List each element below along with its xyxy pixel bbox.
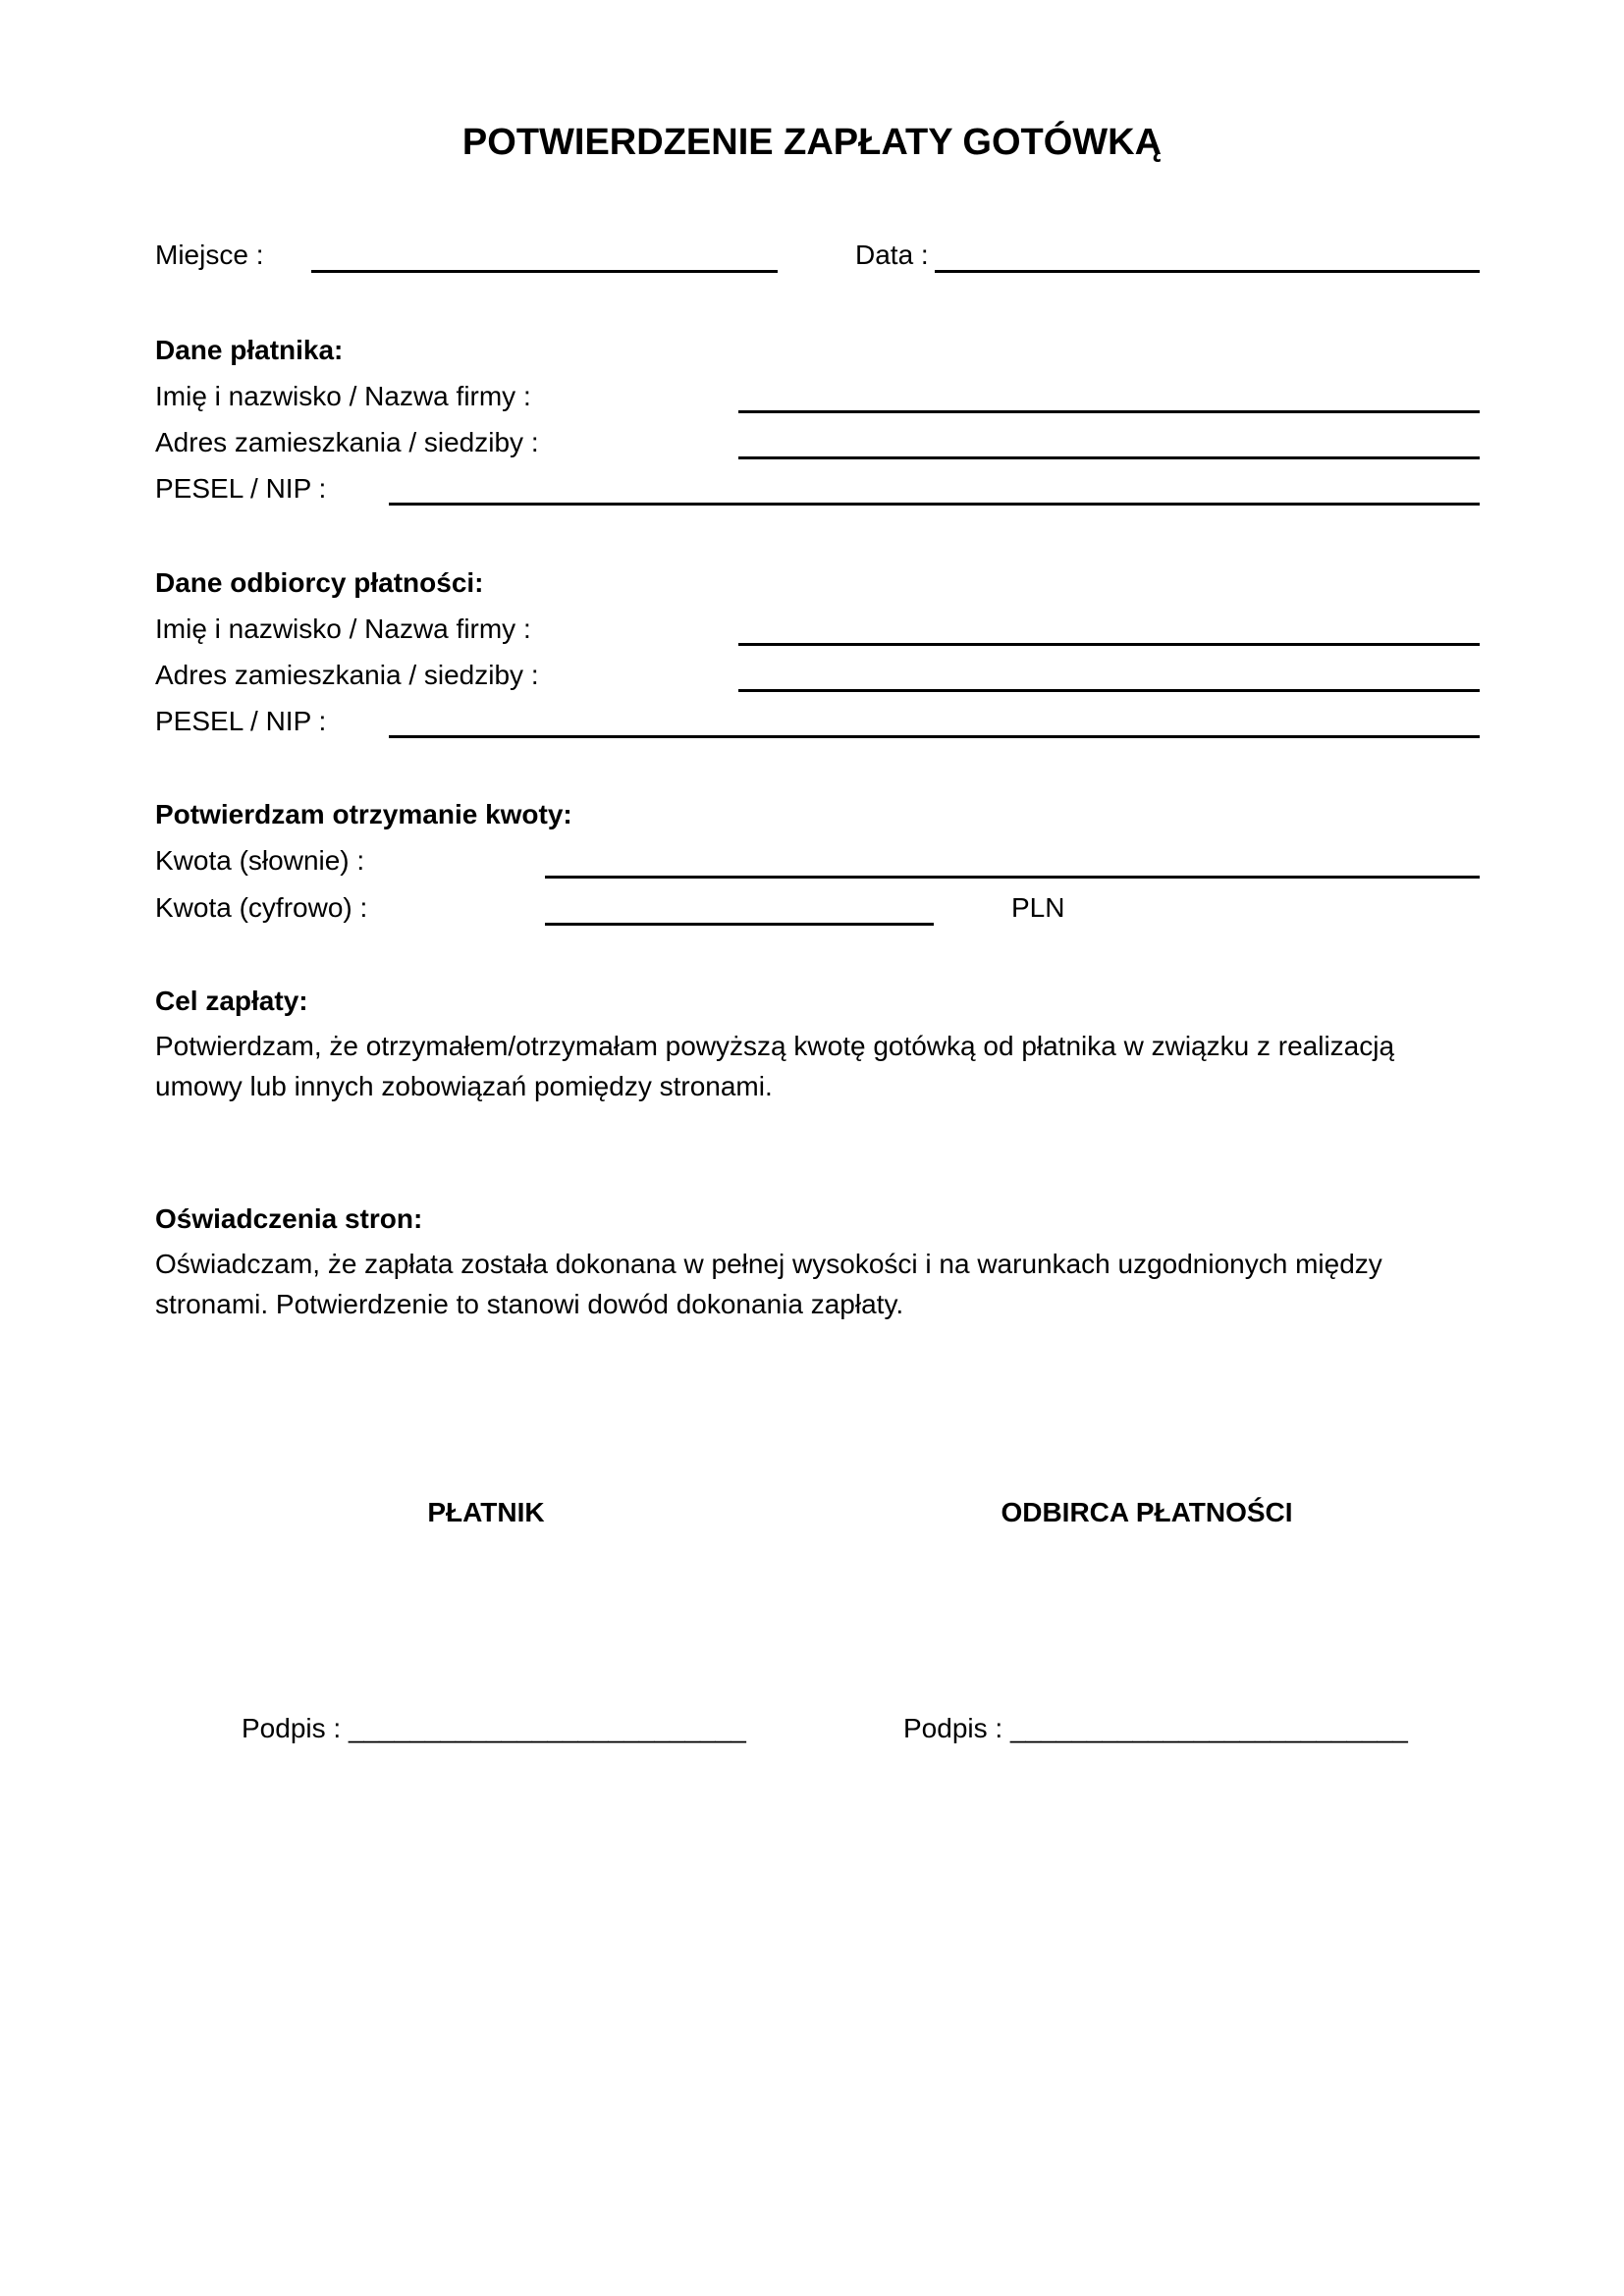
document-title: POTWIERDZENIE ZAPŁATY GOTÓWKĄ xyxy=(461,122,1163,163)
currency-label: PLN xyxy=(1011,892,1065,923)
payer-address-label: Adres zamieszkania / siedziby : xyxy=(155,427,539,457)
payer-name-label: Imię i nazwisko / Nazwa firmy : xyxy=(155,381,531,411)
statements-text: Oświadczam, że zapłata została dokonana w pełnej wysokości i na warunkach uzgodnionych między stronami. Potwierdzenie to stanowi dowód dokonania zapłaty. xyxy=(155,1249,1382,1319)
payer-id-field[interactable] xyxy=(389,503,1480,506)
payer-signature-field[interactable]: Podpis : __________________________ xyxy=(242,1713,746,1743)
payer-name-field[interactable] xyxy=(738,410,1480,413)
recipient-id-field[interactable] xyxy=(389,735,1480,738)
payer-heading: Dane płatnika: xyxy=(155,335,344,365)
recipient-name-label: Imię i nazwisko / Nazwa firmy : xyxy=(155,614,531,644)
recipient-signature-heading: ODBIRCA PŁATNOŚCI xyxy=(1001,1497,1293,1527)
recipient-address-field[interactable] xyxy=(738,689,1480,692)
place-field[interactable] xyxy=(311,270,778,273)
payer-address-field[interactable] xyxy=(738,456,1480,459)
amount-digits-label: Kwota (cyfrowo) : xyxy=(155,892,368,923)
amount-words-field[interactable] xyxy=(545,876,1480,879)
date-field[interactable] xyxy=(935,270,1480,273)
recipient-name-field[interactable] xyxy=(738,643,1480,646)
amount-words-label: Kwota (słownie) : xyxy=(155,845,365,876)
recipient-address-label: Adres zamieszkania / siedziby : xyxy=(155,660,539,690)
payer-id-label: PESEL / NIP : xyxy=(155,473,327,504)
payer-signature-heading: PŁATNIK xyxy=(427,1497,545,1527)
recipient-signature-field[interactable]: Podpis : __________________________ xyxy=(903,1713,1408,1743)
purpose-heading: Cel zapłaty: xyxy=(155,986,308,1016)
amount-heading: Potwierdzam otrzymanie kwoty: xyxy=(155,799,572,829)
date-label: Data : xyxy=(855,240,929,270)
recipient-id-label: PESEL / NIP : xyxy=(155,706,327,736)
amount-digits-field[interactable] xyxy=(545,923,934,926)
place-label: Miejsce : xyxy=(155,240,264,270)
purpose-text: Potwierdzam, że otrzymałem/otrzymałam powyższą kwotę gotówką od płatnika w związku z realizacją umowy lub innych zobowiązań pomiędzy stronami. xyxy=(155,1031,1395,1101)
statements-heading: Oświadczenia stron: xyxy=(155,1203,423,1234)
recipient-heading: Dane odbiorcy płatności: xyxy=(155,567,484,598)
